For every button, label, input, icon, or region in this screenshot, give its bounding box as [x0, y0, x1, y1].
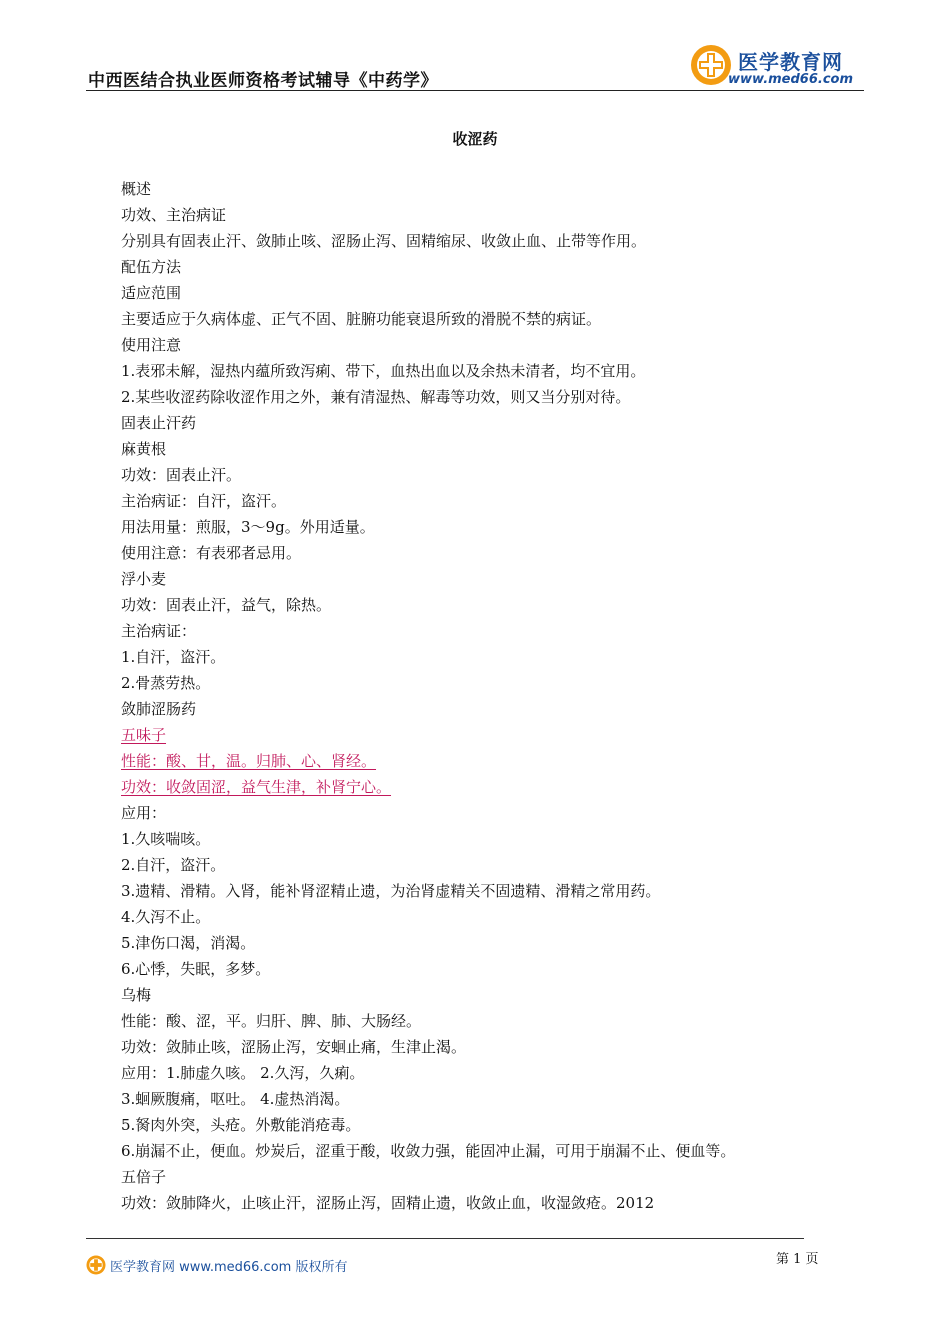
text-line: 配伍方法: [121, 258, 182, 276]
text-line: 性能：酸、涩，平。归肝、脾、肺、大肠经。: [121, 1012, 422, 1030]
text-line: 主要适应于久病体虚、正气不固、脏腑功能衰退所致的滑脱不禁的病证。: [121, 310, 602, 328]
text-line: 1.久咳喘咳。: [121, 830, 211, 848]
text-line: 1.表邪未解，湿热内蕴所致泻痢、带下，血热出血以及余热未清者，均不宜用。: [121, 362, 646, 380]
text-line: 主治病证：自汗，盗汗。: [121, 492, 287, 510]
site-logo[interactable]: [690, 42, 870, 92]
text-line: 功效：固表止汗，益气，除热。: [121, 596, 332, 614]
text-line: 功效：固表止汗。: [121, 466, 242, 484]
text-line: 1.自汗，盗汗。: [121, 648, 226, 666]
text-line: 分别具有固表止汗、敛肺止咳、涩肠止泻、固精缩尿、收敛止血、止带等作用。: [121, 232, 647, 250]
logo-url: www.med66.com: [728, 72, 854, 87]
text-line: 麻黄根: [121, 440, 167, 458]
logo-name: 医学教育网: [738, 50, 843, 74]
footer-divider: [86, 1238, 804, 1239]
highlighted-text-line[interactable]: 性能：酸、甘，温。归肺、心、肾经。: [121, 752, 377, 770]
text-line: 6.心悸，失眠，多梦。: [121, 960, 271, 978]
header-divider: [86, 90, 864, 91]
header-title: 中西医结合执业医师资格考试辅导《中药学》: [88, 71, 438, 91]
text-line: 5.胬肉外突，头疮。外敷能消疮毒。: [121, 1116, 361, 1134]
text-line: 2.自汗，盗汗。: [121, 856, 226, 874]
footer-copyright: 医学教育网 www.med66.com 版权所有: [110, 1260, 348, 1275]
highlighted-text-line[interactable]: 功效：收敛固涩，益气生津，补肾宁心。: [121, 778, 392, 796]
document-title: 收涩药: [452, 130, 498, 148]
text-line: 敛肺涩肠药: [121, 700, 197, 718]
text-line: 功效：敛肺降火，止咳止汗，涩肠止泻，固精止遗，收敛止血，收湿敛疮。2012: [121, 1194, 655, 1212]
document-body: [121, 176, 841, 1216]
text-line: 应用：: [121, 804, 167, 822]
text-line: 2.骨蒸劳热。: [121, 674, 211, 692]
text-line: 主治病证：: [121, 622, 197, 640]
text-line: 3.蛔厥腹痛，呕吐。 4.虚热消渴。: [121, 1090, 350, 1108]
text-line: 固表止汗药: [121, 414, 197, 432]
text-line: 功效、主治病证: [121, 206, 227, 224]
text-line: 使用注意：有表邪者忌用。: [121, 544, 302, 562]
text-line: 应用：1.肺虚久咳。 2.久泻，久痢。: [121, 1064, 365, 1082]
text-line: 4.久泻不止。: [121, 908, 211, 926]
text-line: 3.遗精、滑精。入肾，能补肾涩精止遗，为治肾虚精关不固遗精、滑精之常用药。: [121, 882, 661, 900]
highlighted-text-line[interactable]: 五味子: [121, 726, 167, 744]
text-line: 概述: [121, 180, 152, 198]
footer-logo-icon: [86, 1255, 106, 1275]
text-line: 5.津伤口渴，消渴。: [121, 934, 256, 952]
text-line: 功效：敛肺止咳，涩肠止泻，安蛔止痛，生津止渴。: [121, 1038, 467, 1056]
text-line: 6.崩漏不止，便血。炒炭后，涩重于酸，收敛力强，能固冲止漏，可用于崩漏不止、便血等。: [121, 1142, 736, 1160]
text-line: 浮小麦: [121, 570, 167, 588]
text-line: 用法用量：煎服，3～9g。外用适量。: [121, 518, 375, 536]
text-line: 乌梅: [121, 986, 152, 1004]
text-line: 五倍子: [121, 1168, 167, 1186]
text-line: 使用注意: [121, 336, 182, 354]
page-number: 第 1 页: [776, 1252, 819, 1267]
text-line: 适应范围: [121, 284, 182, 302]
text-line: 2.某些收涩药除收涩作用之外，兼有清湿热、解毒等功效，则又当分别对待。: [121, 388, 631, 406]
medical-cross-logo-icon: [690, 44, 732, 86]
